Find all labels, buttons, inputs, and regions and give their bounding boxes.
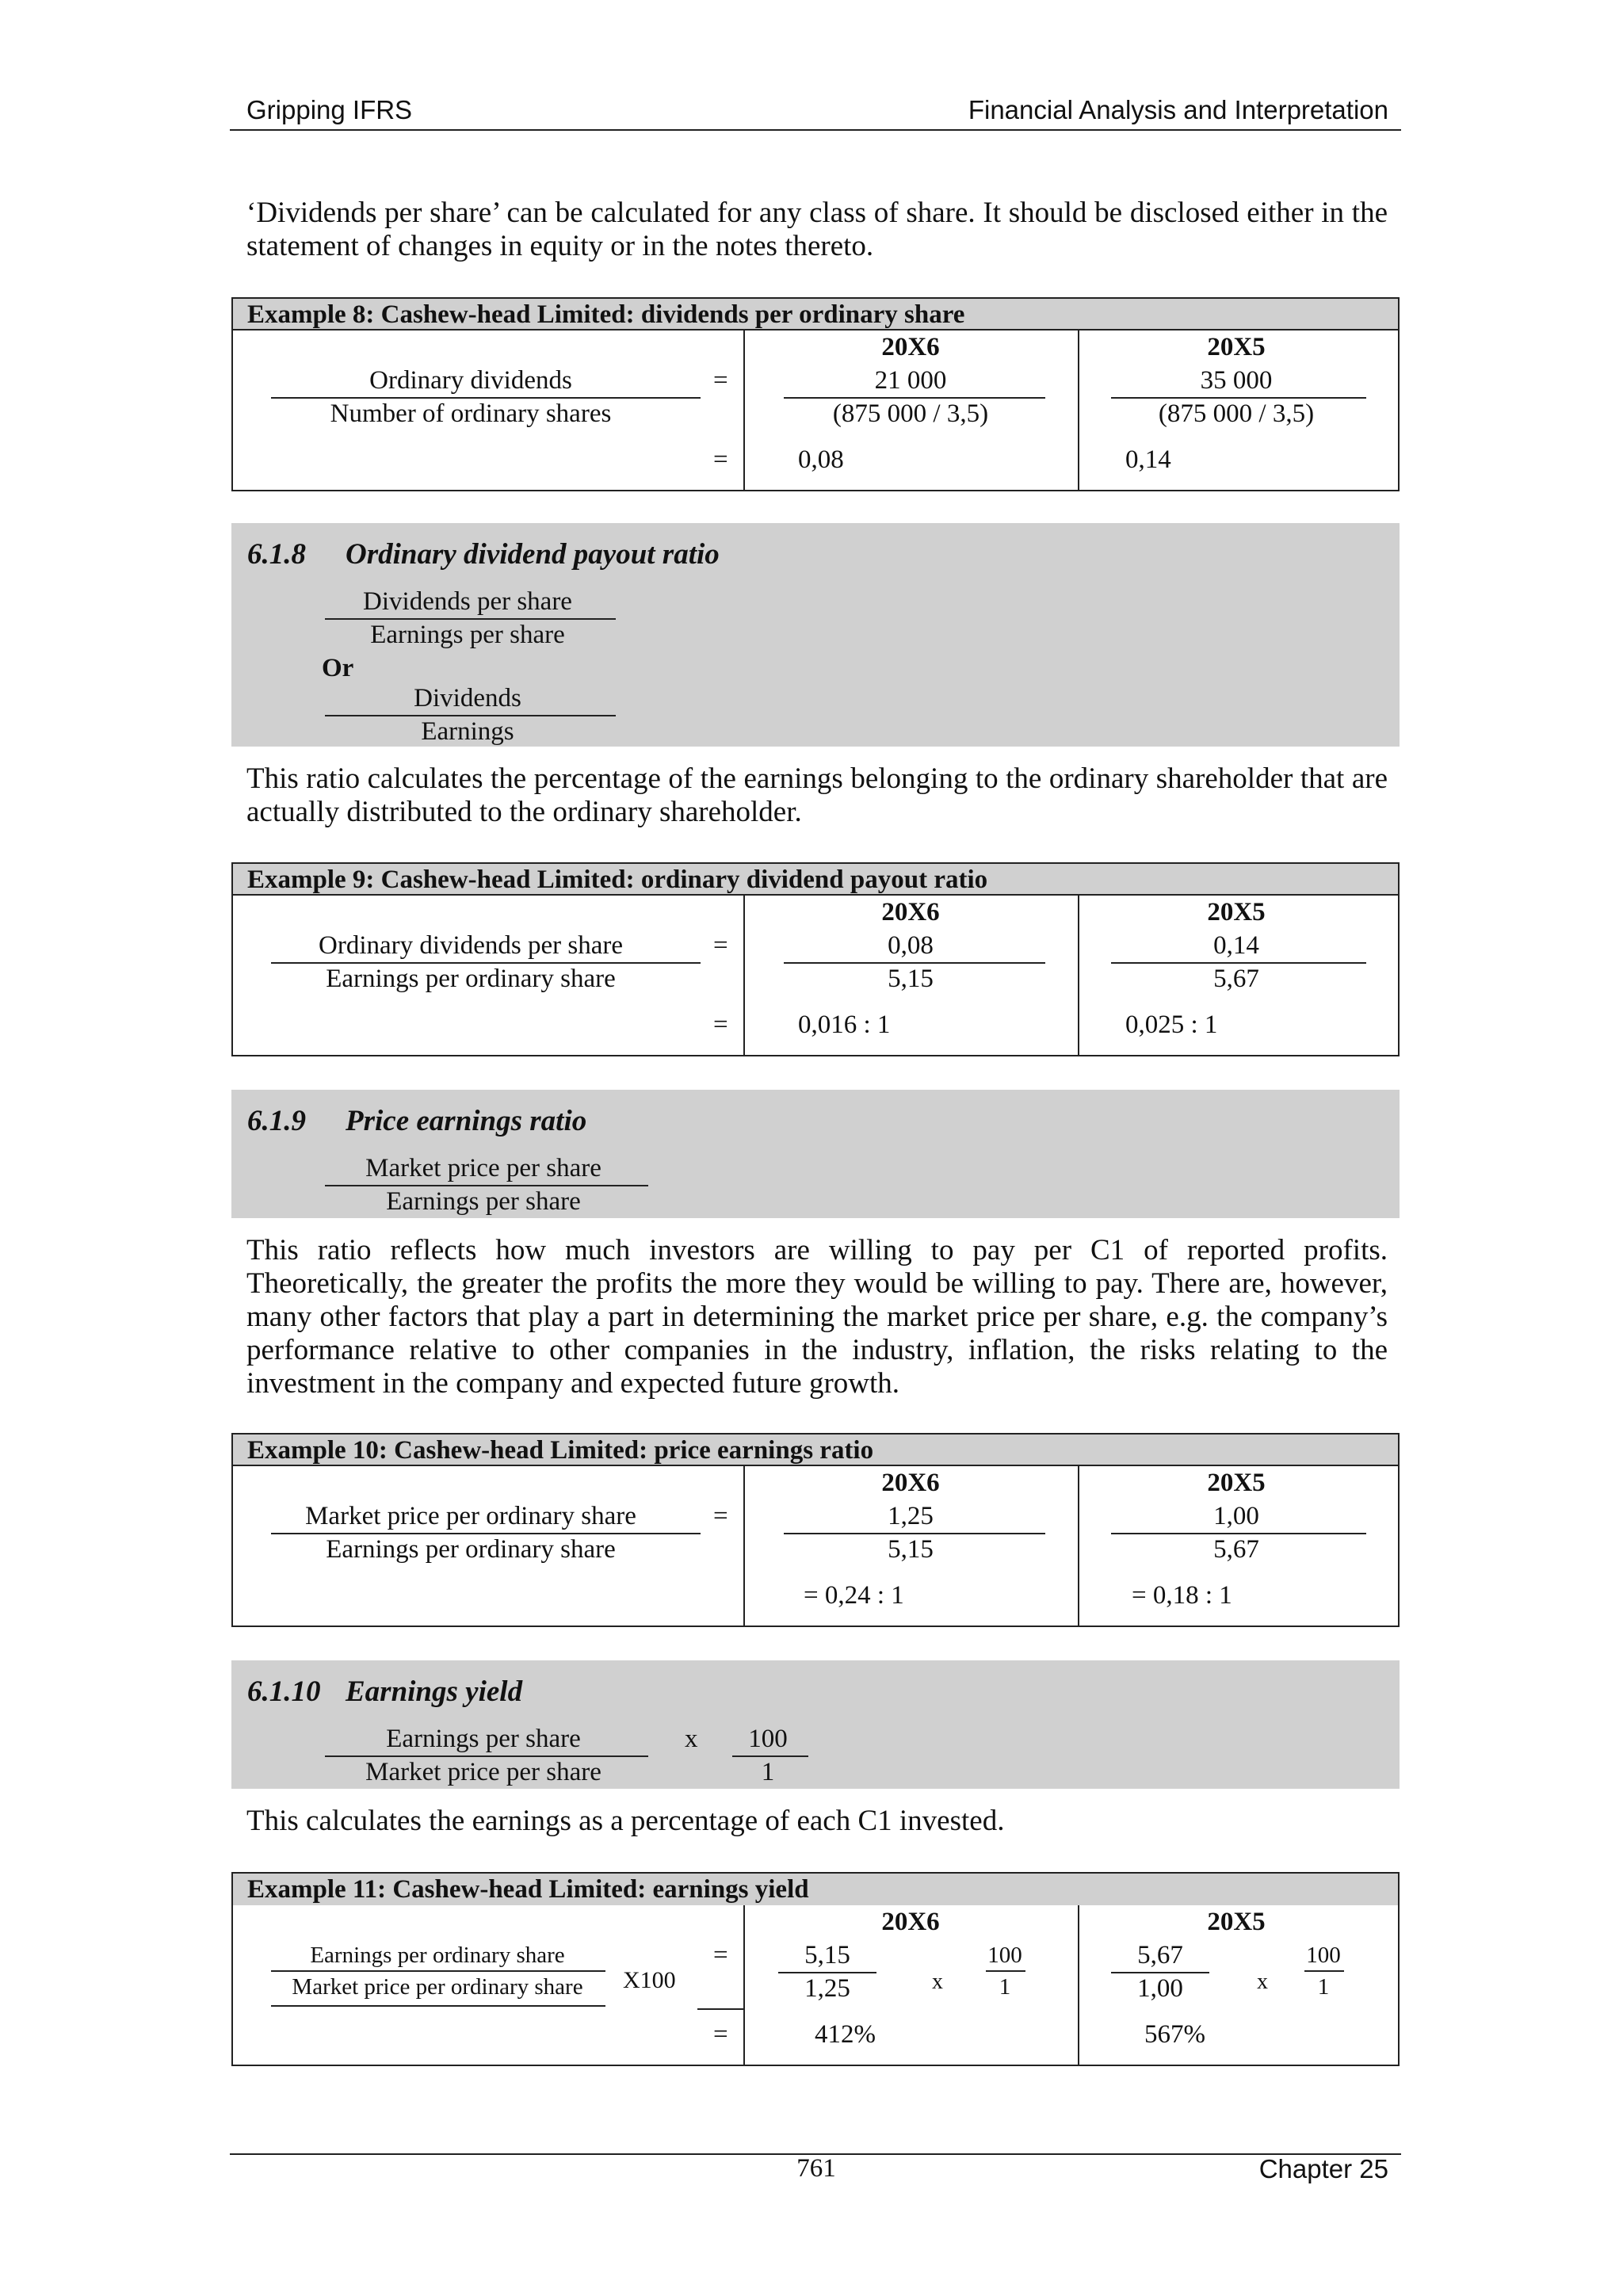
ex9-year-20x5: 20X5	[1207, 898, 1266, 926]
ex11-20x5-denominator: 1,00	[1137, 1974, 1183, 2003]
intro-paragraph: ‘Dividends per share’ can be calculated for any class of share. It should be disclosed either in the statement of changes in equity or in the notes thereto.	[246, 197, 1388, 262]
formula-alt-denominator: Earnings	[421, 717, 514, 746]
header-right: Financial Analysis and Interpretation	[968, 95, 1388, 124]
ex8-20x6-result: 0,08	[798, 445, 844, 474]
ex10-year-20x6: 20X6	[881, 1469, 940, 1497]
example-8-box	[231, 297, 1400, 491]
ex10-denominator: Earnings per ordinary share	[326, 1535, 616, 1564]
example-10-box	[231, 1433, 1400, 1627]
example-10-title: Example 10: Cashew-head Limited: price earnings ratio	[233, 1435, 1398, 1466]
section-title: Price earnings ratio	[346, 1105, 587, 1137]
header-rule	[230, 129, 1401, 131]
ex11-year-20x6: 20X6	[881, 1908, 940, 1936]
ex11-year-20x5: 20X5	[1207, 1908, 1266, 1936]
example-9-title: Example 9: Cashew-head Limited: ordinary dividend payout ratio	[233, 864, 1398, 896]
ex11-equals-2: =	[713, 2020, 728, 2049]
ex10-20x5-result: = 0,18 : 1	[1132, 1581, 1232, 1610]
ex11-equals-1: =	[713, 1941, 728, 1969]
ex8-20x6-denominator: (875 000 / 3,5)	[832, 399, 989, 428]
header-left: Gripping IFRS	[246, 95, 413, 124]
section-title: Earnings yield	[346, 1675, 523, 1708]
ex8-denominator: Number of ordinary shares	[330, 399, 612, 428]
ex10-20x5-numerator: 1,00	[1213, 1502, 1259, 1530]
section-6-1-10-text: This calculates the earnings as a percentage of each C1 invested.	[246, 1805, 1005, 1837]
ex11-20x6-multiply: x	[932, 1969, 943, 1994]
ex11-20x5-numerator: 5,67	[1137, 1941, 1183, 1969]
section-6-1-8-panel	[231, 523, 1400, 747]
example-9-box	[231, 862, 1400, 1056]
formula-denominator: Earnings per share	[370, 621, 565, 649]
ex8-numerator: Ordinary dividends	[369, 366, 572, 395]
ex11-20x5-multiplier-numerator: 100	[1306, 1943, 1341, 1968]
ex10-20x6-result: = 0,24 : 1	[804, 1581, 904, 1610]
section-6-1-9-text: This ratio reflects how much investors are willing to pay per C1 of reported profits. Theoretically, the greater the profits the more they would be willing to pay. There are, however, many other factors that play a part in determining the market price per share, e.g. the company’s performance relative to other companies in the industry, inflation, the risks relating to the investment in the company and expected future growth.	[246, 1234, 1388, 1400]
formula-denominator: Market price per share	[365, 1758, 601, 1786]
ex8-equals-2: =	[713, 445, 728, 474]
ex9-denominator: Earnings per ordinary share	[326, 965, 616, 993]
example-11-title: Example 11: Cashew-head Limited: earnings yield	[233, 1874, 1398, 1905]
section-6-1-9-panel	[231, 1090, 1400, 1218]
ex10-year-20x5: 20X5	[1207, 1469, 1266, 1497]
chapter-label: Chapter 25	[1258, 2154, 1388, 2183]
ex11-numerator: Earnings per ordinary share	[310, 1943, 565, 1968]
formula-denominator: Earnings per share	[386, 1187, 581, 1216]
ex11-20x6-result: 412%	[815, 2020, 876, 2049]
ex8-year-20x6: 20X6	[881, 333, 940, 361]
formula-numerator: Earnings per share	[386, 1725, 581, 1753]
ex9-20x5-denominator: 5,67	[1213, 965, 1259, 993]
ex9-20x6-numerator: 0,08	[888, 931, 934, 960]
ex10-equals: =	[713, 1502, 728, 1530]
example-8-title: Example 8: Cashew-head Limited: dividends per ordinary share	[233, 299, 1398, 330]
section-number: 6.1.8	[247, 538, 306, 571]
ex9-20x5-result: 0,025 : 1	[1125, 1010, 1218, 1039]
ex11-20x5-result: 567%	[1144, 2020, 1205, 2049]
ex10-20x6-denominator: 5,15	[888, 1535, 934, 1564]
ex10-numerator: Market price per ordinary share	[305, 1502, 636, 1530]
ex9-20x6-result: 0,016 : 1	[798, 1010, 891, 1039]
ex11-multiplier: X100	[623, 1967, 676, 1993]
ex8-20x5-numerator: 35 000	[1200, 366, 1273, 395]
ex11-20x5-multiplier-denominator: 1	[1317, 1974, 1330, 2000]
ex11-denominator: Market price per ordinary share	[292, 1974, 583, 2000]
formula-alt-numerator: Dividends	[414, 684, 521, 712]
ex8-20x6-numerator: 21 000	[874, 366, 947, 395]
ex8-year-20x5: 20X5	[1207, 333, 1266, 361]
ex9-20x5-numerator: 0,14	[1213, 931, 1259, 960]
section-number: 6.1.10	[247, 1675, 321, 1708]
ex11-20x6-multiplier-denominator: 1	[999, 1974, 1011, 2000]
ex11-20x5-multiply: x	[1257, 1969, 1268, 1994]
ex11-20x6-numerator: 5,15	[804, 1941, 850, 1969]
section-title: Ordinary dividend payout ratio	[346, 538, 720, 571]
ex11-20x6-denominator: 1,25	[804, 1974, 850, 2003]
ex9-numerator: Ordinary dividends per share	[319, 931, 623, 960]
ex8-20x5-denominator: (875 000 / 3,5)	[1158, 399, 1315, 428]
formula-multiplier-denominator: 1	[761, 1758, 775, 1786]
ex10-20x6-numerator: 1,25	[888, 1502, 934, 1530]
formula-or: Or	[322, 654, 354, 682]
ex8-equals-1: =	[713, 366, 728, 395]
section-6-1-10-panel	[231, 1660, 1400, 1789]
formula-multiply: x	[685, 1725, 698, 1753]
ex9-equals-1: =	[713, 931, 728, 960]
ex8-20x5-result: 0,14	[1125, 445, 1171, 474]
example-11-box	[231, 1872, 1400, 2066]
section-6-1-8-text: This ratio calculates the percentage of the earnings belonging to the ordinary shareholder that are actually distributed to the ordinary shareholder.	[246, 762, 1388, 828]
ex9-equals-2: =	[713, 1010, 728, 1039]
section-number: 6.1.9	[247, 1105, 306, 1137]
ex11-20x6-multiplier-numerator: 100	[987, 1943, 1022, 1968]
ex9-year-20x6: 20X6	[881, 898, 940, 926]
formula-multiplier-numerator: 100	[748, 1725, 788, 1753]
ex9-20x6-denominator: 5,15	[888, 965, 934, 993]
formula-numerator: Market price per share	[365, 1154, 601, 1182]
page-number: 761	[796, 2154, 836, 2183]
formula-numerator: Dividends per share	[363, 587, 572, 616]
ex10-20x5-denominator: 5,67	[1213, 1535, 1259, 1564]
